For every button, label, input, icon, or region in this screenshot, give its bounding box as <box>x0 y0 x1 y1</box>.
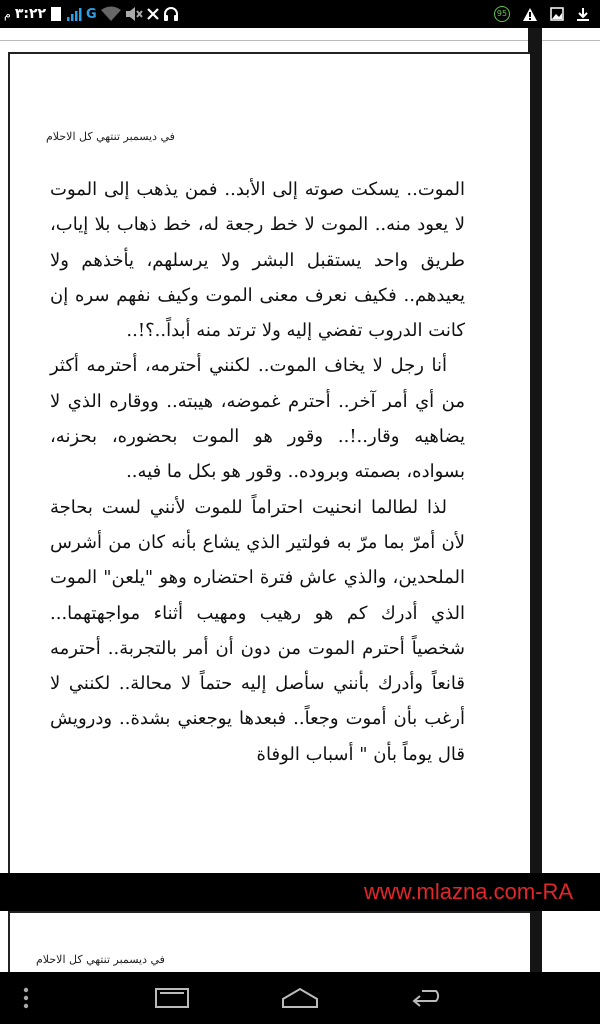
watermark-text: www.mlazna.com-RA <box>364 879 574 904</box>
clock: ٣:٢٢ <box>14 6 47 22</box>
scanned-page <box>8 52 530 876</box>
paragraph: أنا رجل لا يخاف الموت.. لكنني أحترمه، أحترمه أكثر من أي أمر آخر.. أحترم غموضه، هيبته.. ووقاره الذي لا يضاهيه وقار..!.. وقور هو الموت بحضوره، بحزنه، بسواده، بصمته وبروده.. وقور هو بكل ما فيه.. <box>50 355 465 483</box>
mute-icon <box>125 6 143 22</box>
page-body <box>50 172 465 772</box>
warning-icon <box>522 7 538 22</box>
ampm-label: م <box>4 7 11 21</box>
home-icon <box>281 987 319 1009</box>
download-icon <box>576 7 590 22</box>
watermark-banner <box>0 873 600 911</box>
close-icon <box>147 8 159 20</box>
recents-icon <box>154 987 190 1009</box>
back-button[interactable] <box>406 980 450 1016</box>
running-header: في ديسمبر تنتهي كل الاحلام <box>46 130 175 143</box>
document-viewer[interactable] <box>0 28 600 972</box>
menu-button[interactable] <box>8 980 44 1016</box>
paragraph: الموت.. يسكت صوته إلى الأبد.. فمن يذهب إلى الموت لا يعود منه.. الموت لا خط رجعة له، خط ذهاب بلا إياب، طريق واحد يستقبل البشر ولا يرسلهم، يأخذهم ولا يعيدهم.. فكيف نعرف معنى الموت وكيف نفهم سره إن كانت الدروب تفضي إليه ولا ترتد منه أبداً..؟!.. <box>50 179 465 342</box>
menu-dots-icon <box>23 987 29 1009</box>
wifi-icon <box>101 6 121 22</box>
image-icon <box>50 6 62 22</box>
network-type: G <box>86 6 97 22</box>
photo-icon <box>550 7 564 21</box>
back-icon <box>410 987 446 1009</box>
recents-button[interactable] <box>150 980 194 1016</box>
home-button[interactable] <box>278 980 322 1016</box>
paragraph: لذا لطالما انحنيت احتراماً للموت لأنني لست بحاجة لأن أمرّ بما مرّ به فولتير الذي يشاع بأنه كان من أشرس الملحدين، والذي عاش فترة احتضاره وهو "يلعن" الموت الذي أدرك كم هو رهيب ومهيب أثناء مواجهتهما... شخصياً أحترم الموت من دون أن أمر بالتجربة.. أحترمه قانعاً وأدرك بأنني سأصل إليه حتماً لا محالة.. لكنني لا أرغب بأن أموت وجعاً.. فبعدها يوجعني بشدة.. ودرويش قال يوماً بأن " أسباب الوفاة <box>50 496 465 765</box>
status-right <box>494 3 590 25</box>
navigation-bar <box>0 972 600 1024</box>
battery-saver-icon: 95 <box>494 6 510 22</box>
previous-page-edge <box>0 28 600 41</box>
signal-icon <box>66 7 82 21</box>
status-left <box>4 3 179 25</box>
status-bar <box>0 0 600 28</box>
next-running-header: في ديسمبر تنتهي كل الاحلام <box>36 953 165 966</box>
next-scanned-page <box>8 911 530 972</box>
headset-icon <box>163 6 179 22</box>
book-spine <box>528 28 542 972</box>
